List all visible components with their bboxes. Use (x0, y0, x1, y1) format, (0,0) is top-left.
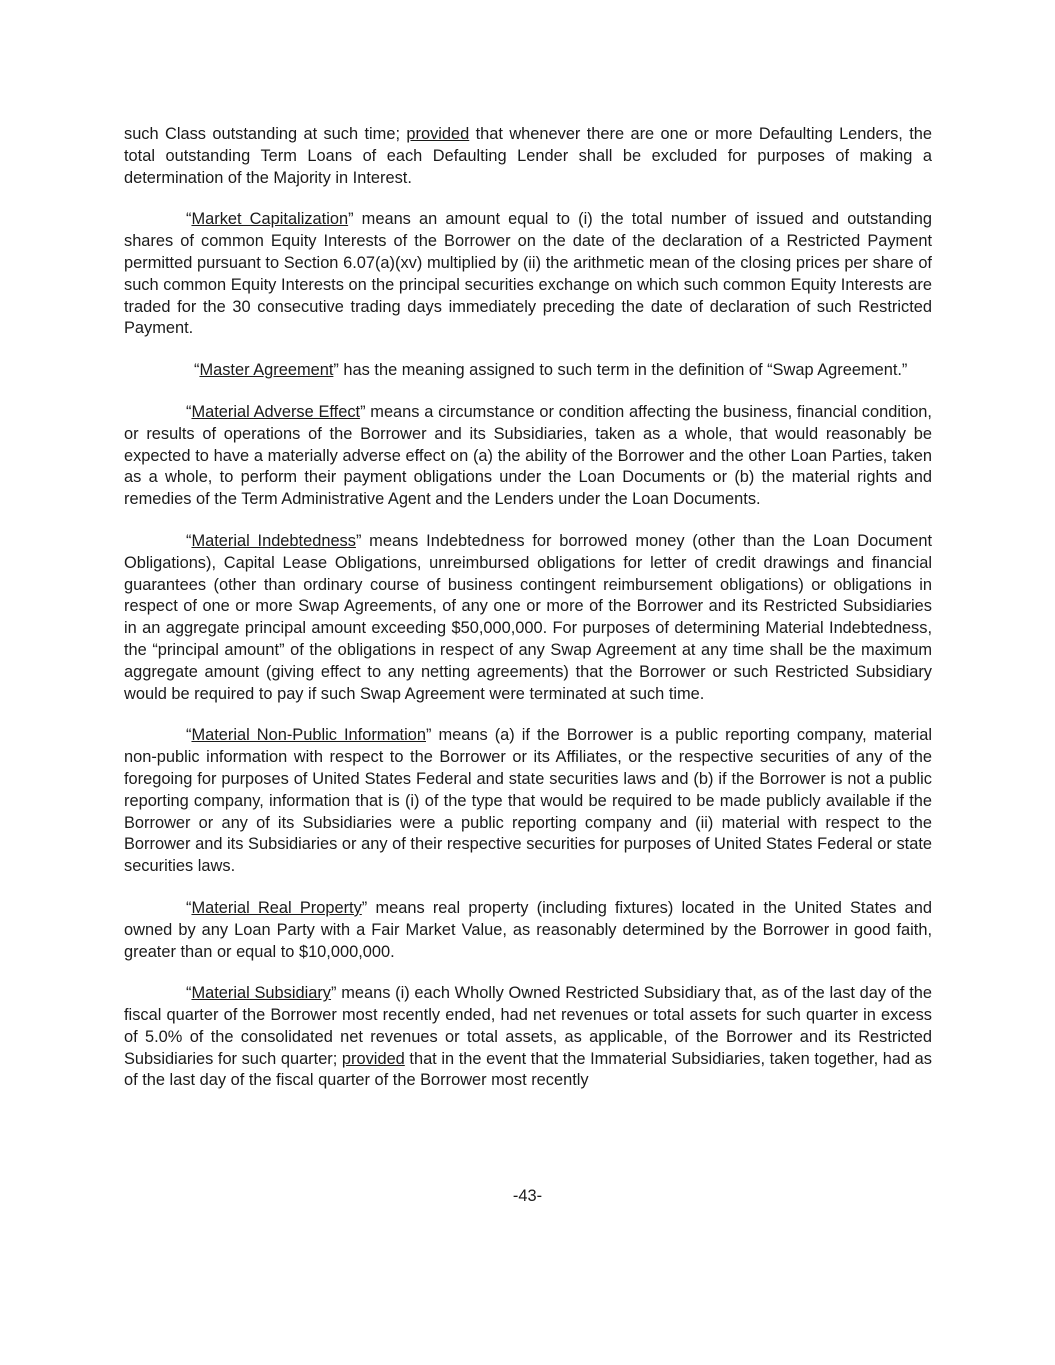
definition-body: means a circumstance or condition affecting the business, financial condition, or results of operations of the Borrower and its Subsidiaries, taken as a whole, that would reasonably be expected to have a materially adverse effect on (a) the ability of the Borrower and the other Loan Parties, taken as a whole, to perform their payment obligations under the Loan Documents or (b) the material rights and remedies of the Term Administrative Agent and the Lenders under the Loan Documents. (124, 402, 932, 509)
definition-material-subsidiary: “Material Subsidiary” means (i) each Wholly Owned Restricted Subsidiary that, as of the last day of the fiscal quarter of the Borrower most recently ended, had net revenues or total assets for such quarter in excess of 5.0% of the consolidated net revenues or total assets, as applicable, of the Borrower and its Restricted Subsidiaries for such quarter; provided that in the event that the Immaterial Subsidiaries, taken together, had as of the last day of the fiscal quarter of the Borrower most recently (124, 984, 932, 1090)
continuation-text-1: such Class outstanding at such time; (124, 125, 407, 143)
definition-body: means (i) each Wholly Owned Restricted Subsidiary that, as of the last day of the fiscal quarter of the Borrower most recently ended, had net revenues or total assets for such quarter in excess of 5.0% of the consolidated net revenues or total assets, as applicable, of the Borrower and its Restricted Subsidiaries for such quarter; (124, 984, 932, 1068)
defined-term: Material Non-Public Information (191, 726, 426, 745)
definition-body: means Indebtedness for borrowed money (other than the Loan Document Obligations), Capital Lease Obligations, unreimbursed obligations for letter of credit drawings and financial guarantees (other than ordinary course of business contingent reimbursement obligations) or obligations in respect of one or more Swap Agreements, of any one or more of the Borrower and its Restricted Subsidiaries in an aggregate principal amount exceeding $50,000,000. For purposes of determining Material Indebtedness, the “principal amount” of the obligations in respect of any Swap Agreement at any time shall be the maximum aggregate amount (giving effect to any netting agreements) that the Borrower or such Restricted Subsidiary would be required to pay if such Swap Agreement were terminated at such time. (124, 531, 932, 703)
defined-term: Master Agreement (199, 361, 334, 380)
definition-material-adverse-effect: “Material Adverse Effect” means a circumstance or condition affecting the business, financial condition, or results of operations of the Borrower and its Subsidiaries, taken as a whole, that would reasonably be expected to have a materially adverse effect on (a) the ability of the Borrower and the other Loan Parties, taken as a whole, to perform their payment obligations under the Loan Documents or (b) the material rights and remedies of the Term Administrative Agent and the Lenders under the Loan Documents. (124, 402, 932, 509)
definition-material-real-property: “Material Real Property” means real property (including fixtures) located in the United States and owned by any Loan Party with a Fair Market Value, as reasonably determined by the Borrower in good faith, greater than or equal to $10,000,000. (124, 898, 933, 961)
defined-term: Material Real Property (191, 898, 362, 917)
defined-term: Market Capitalization (191, 210, 349, 229)
provided-term: provided (406, 125, 470, 143)
definition-body: has the meaning assigned to such term in the definition of “Swap Agreement.” (338, 361, 908, 380)
document-page (124, 124, 932, 1112)
definition-body: means real property (including fixtures) located in the United States and owned by any Loan Party with a Fair Market Value, as reasonably determined by the Borrower in good faith, greater than or equal to $10,000,000. (124, 898, 933, 961)
definition-body: means an amount equal to (i) the total number of issued and outstanding shares of common Equity Interests of the Borrower on the date of the declaration of a Restricted Payment permitted pursuant to Section 6.07(a)(xv) multiplied by (ii) the arithmetic mean of the closing prices per share of such common Equity Interests on the principal securities exchange on which such common Equity Interests are traded for the 30 consecutive trading days immediately preceding the date of declaration of such Restricted Payment. (124, 210, 933, 338)
definition-market-capitalization: “Market Capitalization” means an amount equal to (i) the total number of issued and outstanding shares of common Equity Interests of the Borrower on the date of the declaration of a Restricted Payment permitted pursuant to Section 6.07(a)(xv) multiplied by (ii) the arithmetic mean of the closing prices per share of such common Equity Interests on the principal securities exchange on which such common Equity Interests are traded for the 30 consecutive trading days immediately preceding the date of declaration of such Restricted Payment. (124, 210, 933, 338)
defined-term: Material Indebtedness (191, 531, 356, 550)
defined-term: Material Subsidiary (191, 984, 332, 1003)
definition-body: means (a) if the Borrower is a public reporting company, material non-public information with respect to the Borrower or its Affiliates, or the respective securities of any of the foregoing for purposes of United States Federal and state securities laws and (b) if the Borrower is not a public reporting company, information that is (i) of the type that would be required to be made publicly available if the Borrower or any of its Subsidiaries were a public reporting company and (ii) material with respect to the Borrower and its Subsidiaries or any of their respective securities for purposes of United States Federal or state securities laws. (124, 726, 932, 876)
provided-term: provided (341, 1049, 405, 1068)
defined-term: Material Adverse Effect (191, 402, 361, 421)
continuation-text-2: that whenever there are one or more Defaulting Lenders, the total outstanding Term Loans of each Defaulting Lender shall be excluded for purposes of making a determination of the Majority in Interest. (124, 125, 933, 187)
page-number: -43- (512, 1187, 543, 1205)
definition-master-agreement: “Master Agreement” has the meaning assigned to such term in the definition of “Swap Agreement.” (194, 361, 908, 380)
definition-material-non-public-information: “Material Non-Public Information” means (a) if the Borrower is a public reporting company, material non-public information with respect to the Borrower or its Affiliates, or the respective securities of any of the foregoing for purposes of United States Federal and state securities laws and (b) if the Borrower is not a public reporting company, information that is (i) of the type that would be required to be made publicly available if the Borrower or any of its Subsidiaries were a public reporting company and (ii) material with respect to the Borrower and its Subsidiaries or any of their respective securities for purposes of United States Federal or state securities laws. (124, 726, 932, 876)
definition-body-continued: that in the event that the Immaterial Subsidiaries, taken together, had as of the last day of the fiscal quarter of the Borrower most recently (124, 1049, 932, 1090)
continuation-paragraph (124, 124, 932, 189)
definition-material-indebtedness: “Material Indebtedness” means Indebtedness for borrowed money (other than the Loan Document Obligations), Capital Lease Obligations, unreimbursed obligations for letter of credit drawings and financial guarantees (other than ordinary course of business contingent reimbursement obligations) or obligations in respect of one or more Swap Agreements, of any one or more of the Borrower and its Restricted Subsidiaries in an aggregate principal amount exceeding $50,000,000. For purposes of determining Material Indebtedness, the “principal amount” of the obligations in respect of any Swap Agreement at any time shall be the maximum aggregate amount (giving effect to any netting agreements) that the Borrower or such Restricted Subsidiary would be required to pay if such Swap Agreement were terminated at such time. (124, 531, 932, 703)
